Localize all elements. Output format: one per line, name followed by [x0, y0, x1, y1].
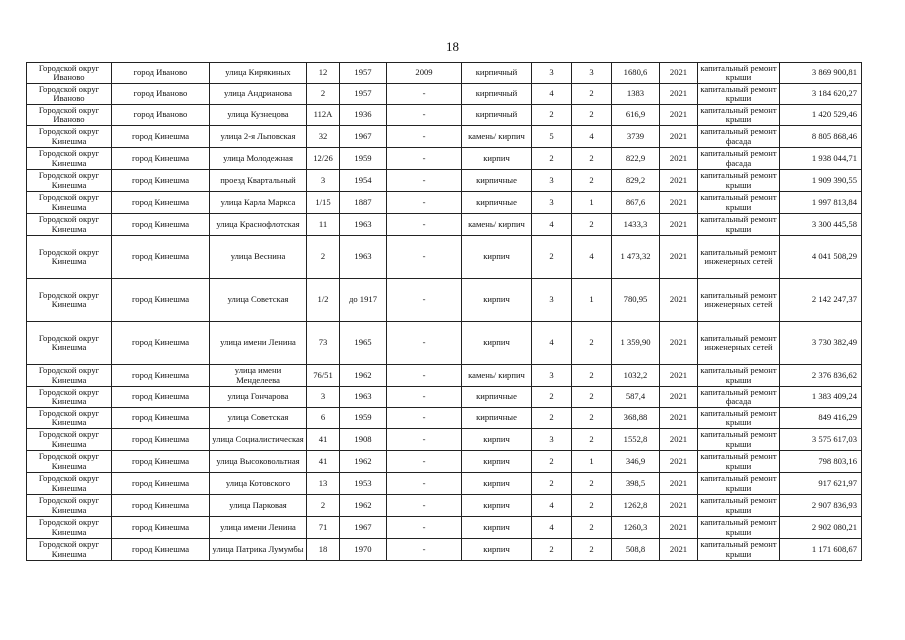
reconstruction-year-cell: 2009 [387, 63, 462, 84]
wall-material-cell: кирпич [462, 495, 532, 517]
plan-year-cell: 2021 [660, 387, 698, 408]
plan-year-cell: 2021 [660, 192, 698, 214]
area-cell: 398,5 [612, 473, 660, 495]
plan-year-cell: 2021 [660, 517, 698, 539]
reconstruction-year-cell: - [387, 473, 462, 495]
cost-cell: 917 621,97 [780, 473, 862, 495]
floors-cell: 4 [532, 322, 572, 365]
build-year-cell: 1970 [340, 539, 387, 561]
cost-cell: 2 142 247,37 [780, 279, 862, 322]
area-cell: 1680,6 [612, 63, 660, 84]
street-cell: улица Андрианова [210, 84, 307, 105]
plan-year-cell: 2021 [660, 365, 698, 387]
settlement-cell: город Кинешма [112, 236, 210, 279]
page-number: 18 [446, 39, 459, 54]
wall-material-cell: камень/ кирпич [462, 365, 532, 387]
entrances-cell: 2 [572, 495, 612, 517]
municipality-cell: Городской округ Кинешма [27, 408, 112, 429]
table-row [27, 170, 862, 192]
wall-material-cell: кирпичный [462, 63, 532, 84]
table-row [27, 473, 862, 495]
wall-material-cell: кирпичные [462, 192, 532, 214]
table-row [27, 429, 862, 451]
municipality-cell: Городской округ Кинешма [27, 214, 112, 236]
table-row [27, 451, 862, 473]
wall-material-cell: камень/ кирпич [462, 214, 532, 236]
table-row [27, 105, 862, 126]
repair-type-cell: капитальный ремонт крыши [698, 451, 780, 473]
table-row [27, 192, 862, 214]
area-cell: 822,9 [612, 148, 660, 170]
table-row [27, 365, 862, 387]
build-year-cell: 1957 [340, 63, 387, 84]
settlement-cell: город Кинешма [112, 408, 210, 429]
floors-cell: 2 [532, 236, 572, 279]
settlement-cell: город Кинешма [112, 387, 210, 408]
wall-material-cell: кирпич [462, 517, 532, 539]
entrances-cell: 3 [572, 63, 612, 84]
area-cell: 616,9 [612, 105, 660, 126]
build-year-cell: 1936 [340, 105, 387, 126]
street-cell: улица Советская [210, 279, 307, 322]
entrances-cell: 2 [572, 214, 612, 236]
house-number-cell: 2 [307, 236, 340, 279]
reconstruction-year-cell: - [387, 148, 462, 170]
table-row [27, 517, 862, 539]
municipality-cell: Городской округ Кинешма [27, 517, 112, 539]
build-year-cell: 1967 [340, 126, 387, 148]
repair-type-cell: капитальный ремонт крыши [698, 170, 780, 192]
table-row [27, 214, 862, 236]
entrances-cell: 4 [572, 126, 612, 148]
reconstruction-year-cell: - [387, 365, 462, 387]
house-number-cell: 12 [307, 63, 340, 84]
street-cell: улица Гончарова [210, 387, 307, 408]
house-number-cell: 12/26 [307, 148, 340, 170]
area-cell: 1552,8 [612, 429, 660, 451]
cost-cell: 3 730 382,49 [780, 322, 862, 365]
table-row [27, 63, 862, 84]
floors-cell: 3 [532, 279, 572, 322]
house-number-cell: 3 [307, 170, 340, 192]
repair-type-cell: капитальный ремонт крыши [698, 63, 780, 84]
build-year-cell: 1962 [340, 365, 387, 387]
plan-year-cell: 2021 [660, 495, 698, 517]
reconstruction-year-cell: - [387, 517, 462, 539]
build-year-cell: 1962 [340, 495, 387, 517]
repair-type-cell: капитальный ремонт крыши [698, 214, 780, 236]
floors-cell: 5 [532, 126, 572, 148]
table-row [27, 148, 862, 170]
reconstruction-year-cell: - [387, 539, 462, 561]
settlement-cell: город Кинешма [112, 473, 210, 495]
reconstruction-year-cell: - [387, 170, 462, 192]
repair-type-cell: капитальный ремонт крыши [698, 105, 780, 126]
area-cell: 368,88 [612, 408, 660, 429]
street-cell: улица Высоковольтная [210, 451, 307, 473]
municipality-cell: Городской округ Иваново [27, 84, 112, 105]
street-cell: улица Молодежная [210, 148, 307, 170]
settlement-cell: город Кинешма [112, 365, 210, 387]
floors-cell: 4 [532, 84, 572, 105]
entrances-cell: 2 [572, 473, 612, 495]
build-year-cell: 1953 [340, 473, 387, 495]
municipality-cell: Городской округ Кинешма [27, 170, 112, 192]
reconstruction-year-cell: - [387, 322, 462, 365]
entrances-cell: 1 [572, 451, 612, 473]
area-cell: 1383 [612, 84, 660, 105]
street-cell: проезд Квартальный [210, 170, 307, 192]
build-year-cell: 1959 [340, 148, 387, 170]
settlement-cell: город Кинешма [112, 170, 210, 192]
settlement-cell: город Кинешма [112, 495, 210, 517]
cost-cell: 3 575 617,03 [780, 429, 862, 451]
floors-cell: 3 [532, 63, 572, 84]
reconstruction-year-cell: - [387, 279, 462, 322]
house-number-cell: 32 [307, 126, 340, 148]
house-number-cell: 2 [307, 495, 340, 517]
build-year-cell: 1963 [340, 387, 387, 408]
reconstruction-year-cell: - [387, 408, 462, 429]
wall-material-cell: кирпич [462, 279, 532, 322]
house-number-cell: 112А [307, 105, 340, 126]
reconstruction-year-cell: - [387, 387, 462, 408]
plan-year-cell: 2021 [660, 322, 698, 365]
repair-type-cell: капитальный ремонт инженерных сетей [698, 279, 780, 322]
cost-cell: 2 376 836,62 [780, 365, 862, 387]
street-cell: улица Советская [210, 408, 307, 429]
house-number-cell: 1/2 [307, 279, 340, 322]
repair-type-cell: капитальный ремонт крыши [698, 84, 780, 105]
plan-year-cell: 2021 [660, 148, 698, 170]
wall-material-cell: кирпичный [462, 105, 532, 126]
settlement-cell: город Кинешма [112, 279, 210, 322]
area-cell: 587,4 [612, 387, 660, 408]
plan-year-cell: 2021 [660, 170, 698, 192]
repair-type-cell: капитальный ремонт крыши [698, 473, 780, 495]
cost-cell: 3 869 900,81 [780, 63, 862, 84]
wall-material-cell: кирпич [462, 539, 532, 561]
municipality-cell: Городской округ Кинешма [27, 126, 112, 148]
settlement-cell: город Кинешма [112, 214, 210, 236]
cost-cell: 8 805 868,46 [780, 126, 862, 148]
street-cell: улица Кузнецова [210, 105, 307, 126]
municipality-cell: Городской округ Кинешма [27, 387, 112, 408]
house-number-cell: 18 [307, 539, 340, 561]
table-row [27, 408, 862, 429]
area-cell: 867,6 [612, 192, 660, 214]
house-number-cell: 1/15 [307, 192, 340, 214]
area-cell: 780,95 [612, 279, 660, 322]
reconstruction-year-cell: - [387, 451, 462, 473]
wall-material-cell: кирпичные [462, 170, 532, 192]
repair-type-cell: капитальный ремонт крыши [698, 429, 780, 451]
area-cell: 829,2 [612, 170, 660, 192]
reconstruction-year-cell: - [387, 126, 462, 148]
cost-cell: 849 416,29 [780, 408, 862, 429]
wall-material-cell: кирпич [462, 148, 532, 170]
floors-cell: 3 [532, 192, 572, 214]
area-cell: 1 359,90 [612, 322, 660, 365]
settlement-cell: город Кинешма [112, 451, 210, 473]
street-cell: улица Кирякиных [210, 63, 307, 84]
wall-material-cell: кирпич [462, 451, 532, 473]
entrances-cell: 2 [572, 387, 612, 408]
reconstruction-year-cell: - [387, 429, 462, 451]
entrances-cell: 2 [572, 322, 612, 365]
entrances-cell: 2 [572, 170, 612, 192]
cost-cell: 1 909 390,55 [780, 170, 862, 192]
plan-year-cell: 2021 [660, 105, 698, 126]
cost-cell: 1 383 409,24 [780, 387, 862, 408]
floors-cell: 2 [532, 539, 572, 561]
table-row [27, 84, 862, 105]
entrances-cell: 2 [572, 408, 612, 429]
repair-type-cell: капитальный ремонт инженерных сетей [698, 236, 780, 279]
repair-type-cell: капитальный ремонт крыши [698, 365, 780, 387]
cost-cell: 1 997 813,84 [780, 192, 862, 214]
wall-material-cell: кирпичный [462, 84, 532, 105]
plan-year-cell: 2021 [660, 539, 698, 561]
wall-material-cell: кирпичные [462, 387, 532, 408]
build-year-cell: до 1917 [340, 279, 387, 322]
street-cell: улица Котовского [210, 473, 307, 495]
wall-material-cell: кирпичные [462, 408, 532, 429]
floors-cell: 2 [532, 473, 572, 495]
cost-cell: 2 902 080,21 [780, 517, 862, 539]
repair-type-cell: капитальный ремонт крыши [698, 192, 780, 214]
build-year-cell: 1957 [340, 84, 387, 105]
floors-cell: 2 [532, 451, 572, 473]
entrances-cell: 1 [572, 279, 612, 322]
area-cell: 1260,3 [612, 517, 660, 539]
house-number-cell: 2 [307, 84, 340, 105]
repair-type-cell: капитальный ремонт крыши [698, 408, 780, 429]
build-year-cell: 1908 [340, 429, 387, 451]
floors-cell: 4 [532, 517, 572, 539]
floors-cell: 4 [532, 214, 572, 236]
street-cell: улица Карла Маркса [210, 192, 307, 214]
repair-type-cell: капитальный ремонт инженерных сетей [698, 322, 780, 365]
table-row [27, 236, 862, 279]
municipality-cell: Городской округ Кинешма [27, 148, 112, 170]
repair-type-cell: капитальный ремонт крыши [698, 517, 780, 539]
settlement-cell: город Кинешма [112, 539, 210, 561]
cost-cell: 2 907 836,93 [780, 495, 862, 517]
floors-cell: 2 [532, 105, 572, 126]
house-number-cell: 41 [307, 451, 340, 473]
repair-type-cell: капитальный ремонт крыши [698, 539, 780, 561]
settlement-cell: город Кинешма [112, 429, 210, 451]
entrances-cell: 4 [572, 236, 612, 279]
settlement-cell: город Кинешма [112, 192, 210, 214]
cost-cell: 1 171 608,67 [780, 539, 862, 561]
house-number-cell: 41 [307, 429, 340, 451]
repair-type-cell: капитальный ремонт фасада [698, 148, 780, 170]
plan-year-cell: 2021 [660, 473, 698, 495]
house-number-cell: 13 [307, 473, 340, 495]
build-year-cell: 1963 [340, 214, 387, 236]
floors-cell: 3 [532, 429, 572, 451]
reconstruction-year-cell: - [387, 236, 462, 279]
entrances-cell: 2 [572, 148, 612, 170]
housing-repair-table [26, 62, 862, 561]
area-cell: 346,9 [612, 451, 660, 473]
area-cell: 508,8 [612, 539, 660, 561]
street-cell: улица Патрика Лумумбы [210, 539, 307, 561]
table-row [27, 387, 862, 408]
municipality-cell: Городской округ Иваново [27, 63, 112, 84]
settlement-cell: город Иваново [112, 63, 210, 84]
plan-year-cell: 2021 [660, 279, 698, 322]
repair-type-cell: капитальный ремонт фасада [698, 387, 780, 408]
build-year-cell: 1967 [340, 517, 387, 539]
municipality-cell: Городской округ Кинешма [27, 322, 112, 365]
house-number-cell: 71 [307, 517, 340, 539]
street-cell: улица имени Менделеева [210, 365, 307, 387]
reconstruction-year-cell: - [387, 192, 462, 214]
repair-type-cell: капитальный ремонт крыши [698, 495, 780, 517]
municipality-cell: Городской округ Кинешма [27, 539, 112, 561]
house-number-cell: 3 [307, 387, 340, 408]
settlement-cell: город Иваново [112, 105, 210, 126]
build-year-cell: 1963 [340, 236, 387, 279]
build-year-cell: 1954 [340, 170, 387, 192]
area-cell: 1 473,32 [612, 236, 660, 279]
entrances-cell: 2 [572, 539, 612, 561]
plan-year-cell: 2021 [660, 236, 698, 279]
table-row [27, 322, 862, 365]
street-cell: улица имени Ленина [210, 517, 307, 539]
floors-cell: 3 [532, 365, 572, 387]
street-cell: улица Социалистическая [210, 429, 307, 451]
house-number-cell: 6 [307, 408, 340, 429]
plan-year-cell: 2021 [660, 429, 698, 451]
wall-material-cell: кирпич [462, 236, 532, 279]
plan-year-cell: 2021 [660, 126, 698, 148]
municipality-cell: Городской округ Кинешма [27, 429, 112, 451]
municipality-cell: Городской округ Кинешма [27, 495, 112, 517]
street-cell: улица Веснина [210, 236, 307, 279]
cost-cell: 1 938 044,71 [780, 148, 862, 170]
build-year-cell: 1965 [340, 322, 387, 365]
municipality-cell: Городской округ Кинешма [27, 451, 112, 473]
cost-cell: 4 041 508,29 [780, 236, 862, 279]
cost-cell: 798 803,16 [780, 451, 862, 473]
plan-year-cell: 2021 [660, 451, 698, 473]
municipality-cell: Городской округ Кинешма [27, 279, 112, 322]
entrances-cell: 2 [572, 429, 612, 451]
floors-cell: 2 [532, 148, 572, 170]
repair-type-cell: капитальный ремонт фасада [698, 126, 780, 148]
build-year-cell: 1962 [340, 451, 387, 473]
municipality-cell: Городской округ Кинешма [27, 236, 112, 279]
street-cell: улица Краснофлотская [210, 214, 307, 236]
entrances-cell: 2 [572, 105, 612, 126]
street-cell: улица 2-я Льповская [210, 126, 307, 148]
street-cell: улица Парковая [210, 495, 307, 517]
table-row [27, 126, 862, 148]
settlement-cell: город Иваново [112, 84, 210, 105]
municipality-cell: Городской округ Кинешма [27, 192, 112, 214]
plan-year-cell: 2021 [660, 408, 698, 429]
house-number-cell: 73 [307, 322, 340, 365]
settlement-cell: город Кинешма [112, 126, 210, 148]
plan-year-cell: 2021 [660, 84, 698, 105]
area-cell: 1032,2 [612, 365, 660, 387]
municipality-cell: Городской округ Иваново [27, 105, 112, 126]
area-cell: 3739 [612, 126, 660, 148]
entrances-cell: 2 [572, 84, 612, 105]
build-year-cell: 1959 [340, 408, 387, 429]
floors-cell: 2 [532, 408, 572, 429]
wall-material-cell: кирпич [462, 322, 532, 365]
municipality-cell: Городской округ Кинешма [27, 473, 112, 495]
settlement-cell: город Кинешма [112, 322, 210, 365]
entrances-cell: 2 [572, 517, 612, 539]
floors-cell: 2 [532, 387, 572, 408]
house-number-cell: 76/51 [307, 365, 340, 387]
wall-material-cell: камень/ кирпич [462, 126, 532, 148]
wall-material-cell: кирпич [462, 429, 532, 451]
reconstruction-year-cell: - [387, 214, 462, 236]
reconstruction-year-cell: - [387, 495, 462, 517]
settlement-cell: город Кинешма [112, 148, 210, 170]
house-number-cell: 11 [307, 214, 340, 236]
cost-cell: 1 420 529,46 [780, 105, 862, 126]
table-row [27, 495, 862, 517]
entrances-cell: 1 [572, 192, 612, 214]
wall-material-cell: кирпич [462, 473, 532, 495]
cost-cell: 3 300 445,58 [780, 214, 862, 236]
reconstruction-year-cell: - [387, 105, 462, 126]
street-cell: улица имени Ленина [210, 322, 307, 365]
floors-cell: 3 [532, 170, 572, 192]
build-year-cell: 1887 [340, 192, 387, 214]
table-row [27, 539, 862, 561]
table-row [27, 279, 862, 322]
municipality-cell: Городской округ Кинешма [27, 365, 112, 387]
entrances-cell: 2 [572, 365, 612, 387]
floors-cell: 4 [532, 495, 572, 517]
area-cell: 1262,8 [612, 495, 660, 517]
reconstruction-year-cell: - [387, 84, 462, 105]
area-cell: 1433,3 [612, 214, 660, 236]
cost-cell: 3 184 620,27 [780, 84, 862, 105]
plan-year-cell: 2021 [660, 214, 698, 236]
plan-year-cell: 2021 [660, 63, 698, 84]
settlement-cell: город Кинешма [112, 517, 210, 539]
